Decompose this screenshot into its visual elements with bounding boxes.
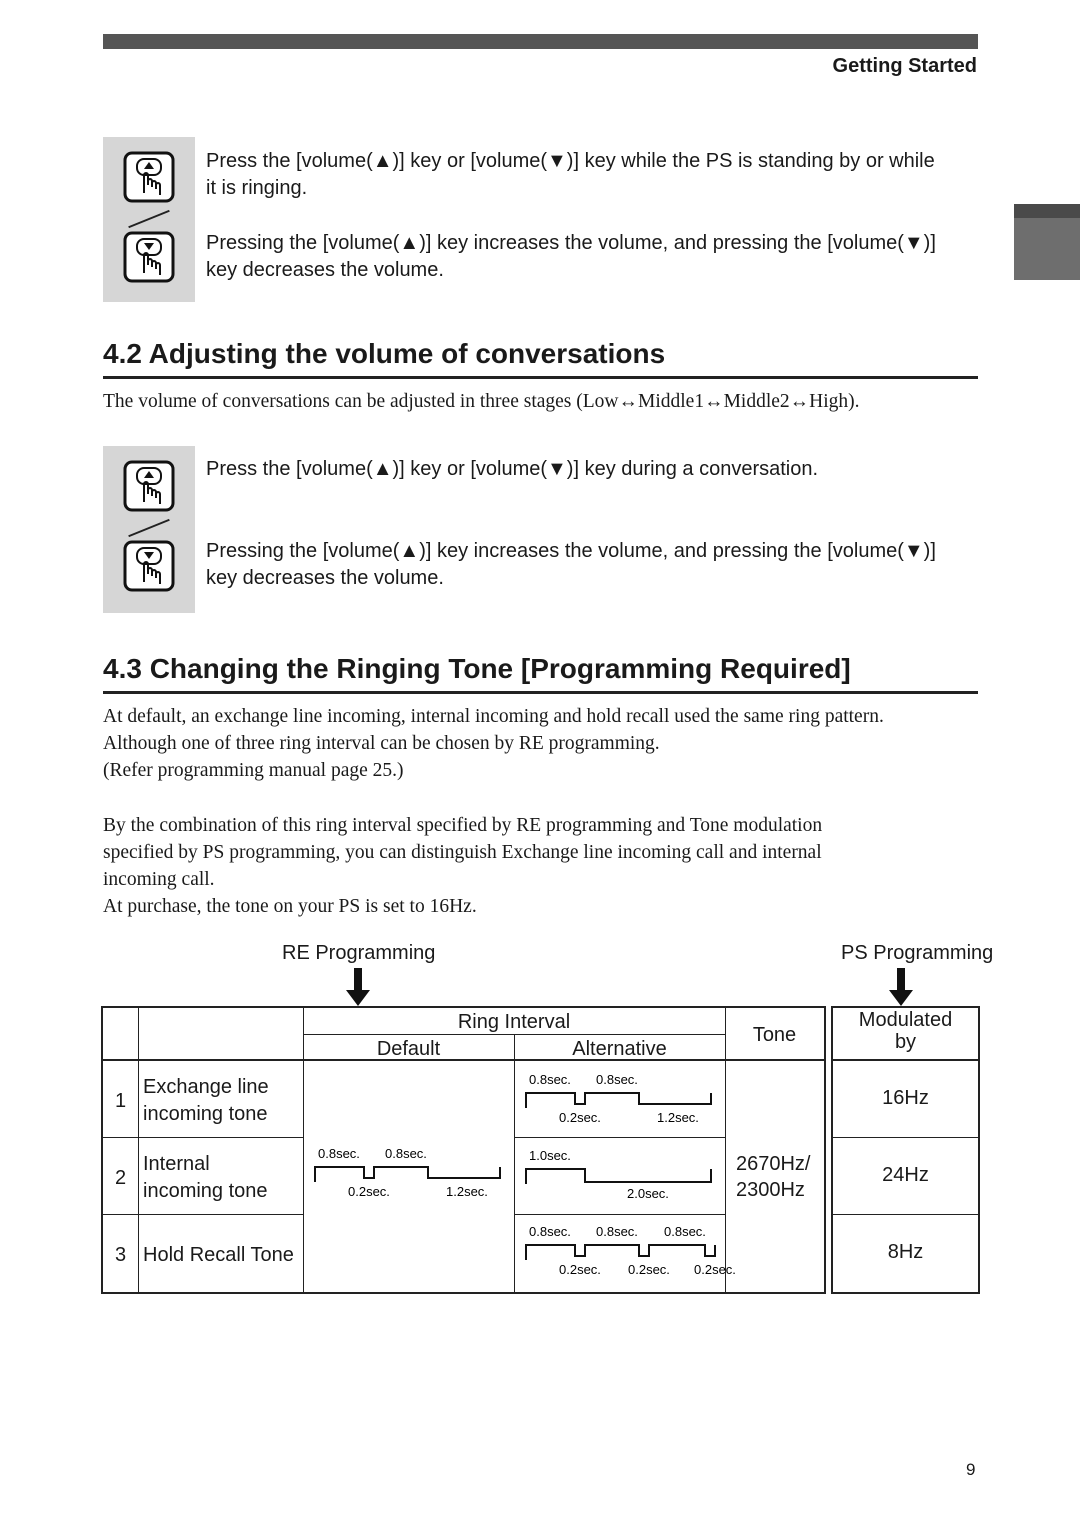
instruction-line: key decreases the volume. xyxy=(206,567,444,589)
row-label xyxy=(143,1074,269,1128)
waveform-label: 1.2sec. xyxy=(446,1184,488,1199)
alternative-header: Alternative xyxy=(572,1038,667,1060)
text-line: incoming call. xyxy=(103,869,215,890)
down-arrow-icon xyxy=(888,968,914,1008)
waveform-label: 0.2sec. xyxy=(694,1262,736,1277)
waveform-label: 1.0sec. xyxy=(529,1148,571,1163)
instruction-line: key decreases the volume. xyxy=(206,259,444,281)
waveform-label: 0.8sec. xyxy=(385,1146,427,1161)
intro-text: The volume of conversations can be adjusted in three stages (Low↔Middle1↔Middle2↔High). xyxy=(103,391,860,412)
ps-programming-label: PS Programming xyxy=(841,942,994,964)
instruction-line: it is ringing. xyxy=(206,177,308,199)
heading-rule xyxy=(103,376,978,379)
row-label-line: Internal xyxy=(143,1153,210,1175)
waveform-label: 0.8sec. xyxy=(596,1072,638,1087)
instruction-line: Pressing the [volume(▲)] key increases the volume, and pressing the [volume(▼)] xyxy=(206,540,936,562)
chapter-tab xyxy=(1014,204,1080,280)
waveform-label: 0.2sec. xyxy=(559,1110,601,1125)
volume-down-key-icon xyxy=(123,540,175,592)
waveform-label: 0.8sec. xyxy=(529,1224,571,1239)
instruction-3: Press the [volume(▲)] key or [volume(▼)] key during a conversation. xyxy=(206,458,819,480)
waveform-label: 0.8sec. xyxy=(318,1146,360,1161)
text-line: specified by PS programming, you can distinguish Exchange line incoming call and internal xyxy=(103,842,822,863)
tone-value-line: 2670Hz/ xyxy=(736,1153,811,1175)
header-line: Modulated xyxy=(858,1009,953,1031)
alternative-3-waveform xyxy=(519,1220,745,1280)
row-label-line: incoming tone xyxy=(143,1180,268,1202)
row-label-line: Exchange line xyxy=(143,1076,269,1098)
volume-keys-panel xyxy=(103,446,195,613)
waveform-label: 0.2sec. xyxy=(559,1262,601,1277)
section-label: Getting Started xyxy=(832,55,977,77)
modulation-value: 8Hz xyxy=(887,1241,924,1263)
volume-up-key-icon xyxy=(123,151,175,203)
default-ring-waveform xyxy=(308,1142,513,1202)
text-line: At default, an exchange line incoming, internal incoming and hold recall used the same ring pattern. xyxy=(103,706,884,727)
waveform-label: 1.2sec. xyxy=(657,1110,699,1125)
separator-slash xyxy=(128,210,170,228)
text-line: (Refer programming manual page 25.) xyxy=(103,760,404,781)
ring-interval-header: Ring Interval xyxy=(457,1011,571,1033)
alternative-1-waveform xyxy=(519,1068,724,1128)
separator-slash xyxy=(128,519,170,537)
re-programming-label: RE Programming xyxy=(282,942,436,964)
waveform-label: 0.2sec. xyxy=(348,1184,390,1199)
text-line: Although one of three ring interval can be chosen by RE programming. xyxy=(103,733,660,754)
instruction-2 xyxy=(206,230,996,284)
header-bar xyxy=(103,34,978,49)
waveform-label: 0.8sec. xyxy=(529,1072,571,1087)
heading-rule xyxy=(103,691,978,694)
row-label-line: incoming tone xyxy=(143,1103,268,1125)
waveform-label: 0.2sec. xyxy=(628,1262,670,1277)
modulated-by-header xyxy=(833,1009,978,1053)
modulation-value: 24Hz xyxy=(882,1164,929,1186)
waveform-label: 0.8sec. xyxy=(596,1224,638,1239)
row-number: 3 xyxy=(114,1244,127,1266)
row-number: 1 xyxy=(114,1090,127,1112)
alternative-2-waveform xyxy=(519,1144,724,1204)
instruction-1 xyxy=(206,148,996,202)
tone-header: Tone xyxy=(752,1024,797,1046)
waveform-label: 0.8sec. xyxy=(664,1224,706,1239)
instruction-line: Press the [volume(▲)] key or [volume(▼)] key while the PS is standing by or while xyxy=(206,150,935,172)
header-line: by xyxy=(894,1031,917,1053)
body-paragraph-2 xyxy=(103,812,1003,920)
tone-value-line: 2300Hz xyxy=(736,1179,805,1201)
row-number: 2 xyxy=(114,1167,127,1189)
instruction-line: Pressing the [volume(▲)] key increases the volume, and pressing the [volume(▼)] xyxy=(206,232,936,254)
volume-up-key-icon xyxy=(123,460,175,512)
text-line: By the combination of this ring interval specified by RE programming and Tone modulation xyxy=(103,815,823,836)
instruction-4 xyxy=(206,538,996,592)
row-label: Hold Recall Tone xyxy=(143,1244,294,1266)
modulation-value: 16Hz xyxy=(882,1087,929,1109)
tone-value xyxy=(736,1151,811,1203)
modulation-table xyxy=(831,1006,980,1294)
row-label xyxy=(143,1151,268,1205)
volume-down-key-icon xyxy=(123,231,175,283)
page-number: 9 xyxy=(966,1460,976,1479)
body-paragraph-1 xyxy=(103,703,1003,784)
waveform-label: 2.0sec. xyxy=(627,1186,669,1201)
ring-interval-table xyxy=(101,1006,826,1294)
down-arrow-icon xyxy=(345,968,371,1008)
default-header: Default xyxy=(376,1038,441,1060)
text-line: At purchase, the tone on your PS is set to 16Hz. xyxy=(103,896,477,917)
section-heading-4-2: 4.2 Adjusting the volume of conversations xyxy=(103,338,666,369)
section-heading-4-3: 4.3 Changing the Ringing Tone [Programming Required] xyxy=(103,653,851,684)
volume-keys-panel xyxy=(103,137,195,302)
